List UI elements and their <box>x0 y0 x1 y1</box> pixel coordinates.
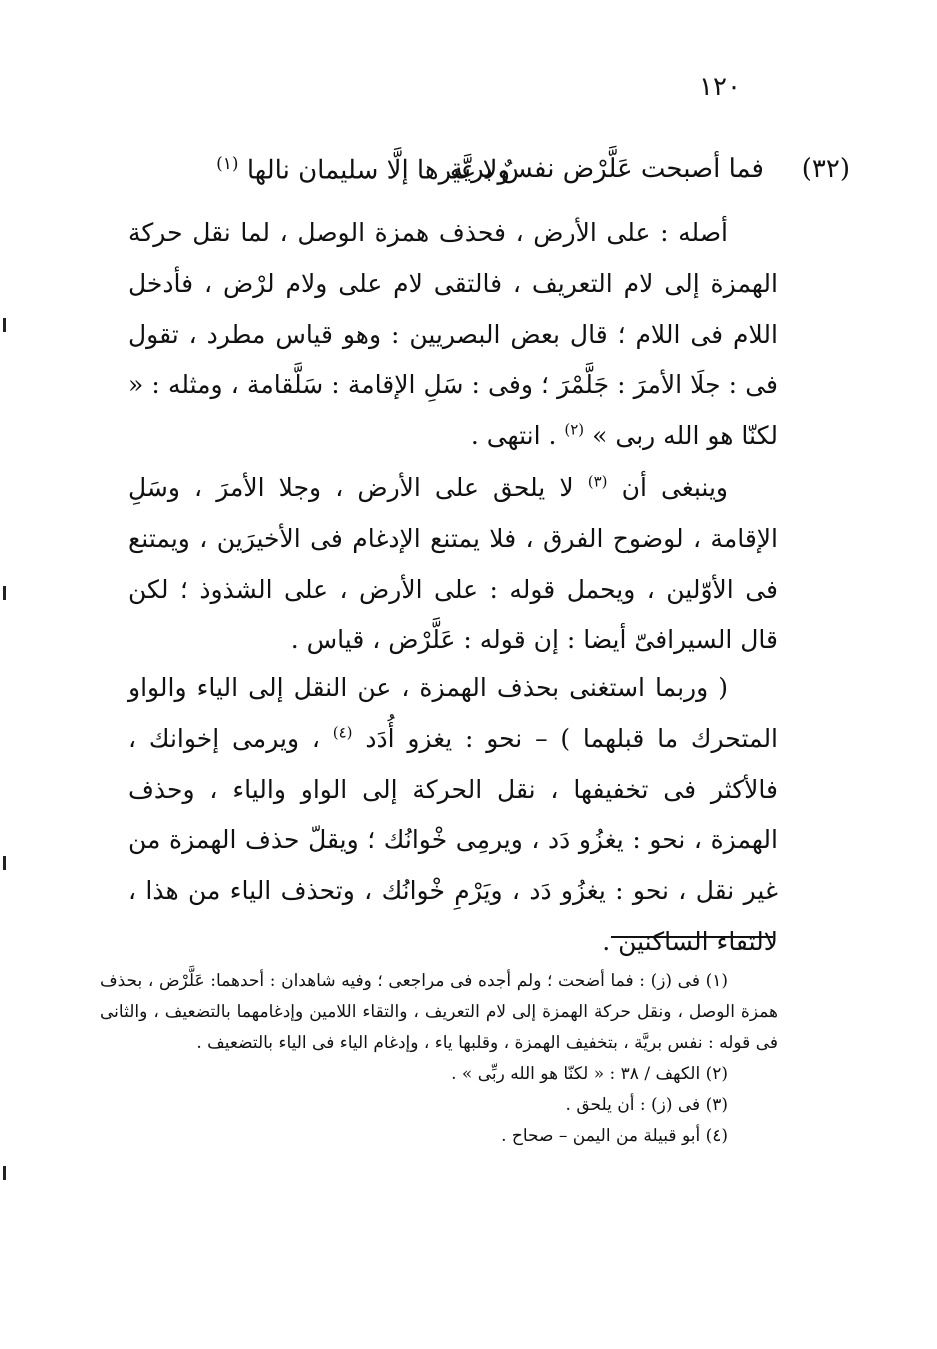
scan-margin-mark <box>3 586 6 600</box>
paragraph-3-text: ، ويرمى إخوانك ، فالأكثر فى تخفيفها ، نقل الحركة إلى الواو والياء ، وحذف الهمزة ، نحو : يغزُو دَد ، ويرمِى خْوانُك ؛ ويقلّ حذف الهمزة من غير نقل ، نحو : يغزُو دَد ، ويَرْمِ خْوانُك ، وتحذف الياء من هذا ، لالتقاء الساكنين . <box>128 723 778 956</box>
verse-number: (٣٢) <box>801 154 850 184</box>
footnote-ref-4: (٤) <box>332 723 353 742</box>
footnote-1: (١) فى (ز) : فما أضحت ؛ ولم أجده فى مراجعى ؛ وفيه شاهدان : أحدهما: عَلَّرْض ، بحذف همزة الوصل ، ونقل حركة الهمزة إلى لام التعريف ، والتقاء اللامين وإدغامهما بالتضعيف ، والثانى فى قوله : نفس بريَّة ، بتخفيف الهمزة ، وقلبها ياء ، وإدغام الياء فى الياء بالتضعيف . <box>100 971 778 1053</box>
verse-footnote-ref: (١) <box>216 154 239 174</box>
footnote-separator <box>611 936 773 938</box>
paragraph-3-start: ( وربما استغنى بحذف الهمزة ، عن النقل إلى الياء والواو المتحرك ما قبلهما ) – نحو : يغزو أُدَد <box>128 673 779 753</box>
verse-second-hemistich <box>216 154 510 186</box>
paragraph-1-end: . انتهى . <box>470 421 557 451</box>
commentary-paragraph-1 <box>128 208 778 462</box>
commentary-paragraph-3 <box>128 663 778 968</box>
poetry-verse <box>110 150 850 198</box>
footnotes-section <box>100 966 778 1152</box>
footnote-ref-3: (٣) <box>587 472 608 491</box>
footnote-2: (٢) الكهف / ٣٨ : « لكنّا هو الله ربِّى » . <box>451 1064 728 1084</box>
verse-second-hemistich-text: ولا غيرها إلَّا سليمان نالها <box>246 155 510 186</box>
paragraph-2-text: لا يلحق على الأرض ، وجلا الأمرَ ، وسَلِ الإقامة ، لوضوح الفرق ، فلا يمتنع الإدغام فى الأخيرَين ، ويمتنع فى الأوّلين ، ويحمل قوله : على الأرض ، على الشذوذ ؛ لكن قال السيرافىّ أيضا : إن قوله : عَلَّرْض ، قياس . <box>128 473 778 655</box>
page-number: ١٢٠ <box>699 72 741 102</box>
footnote-4: (٤) أبو قبيلة من اليمن – صحاح . <box>501 1126 728 1146</box>
scan-margin-mark <box>3 318 6 332</box>
scan-margin-mark <box>3 856 6 870</box>
paragraph-2-start: وينبغى أن <box>621 473 729 502</box>
paragraph-1-text: أصله : على الأرض ، فحذف همزة الوصل ، لما نقل حركة الهمزة إلى لام التعريف ، فالتقى لام على ولام لرْض ، فأدخل اللام فى اللام ؛ قال بعض البصريين : وهو قياس مطرد ، تقول فى : جلَا الأمرَ : جَلَّمْرَ ؛ وفى : سَلِ الإقامة : سَلَّقامة ، ومثله : « لكنّا هو الله ربى » <box>128 218 778 451</box>
scan-margin-mark <box>3 1166 6 1180</box>
verse-first-hemistich: فما أصبحت عَلَّرْض نفسٌ بريَّة <box>449 154 764 184</box>
footnote-ref-2: (٢) <box>564 420 585 439</box>
commentary-paragraph-2 <box>128 463 778 666</box>
footnote-3: (٣) فى (ز) : أن يلحق . <box>565 1095 728 1115</box>
